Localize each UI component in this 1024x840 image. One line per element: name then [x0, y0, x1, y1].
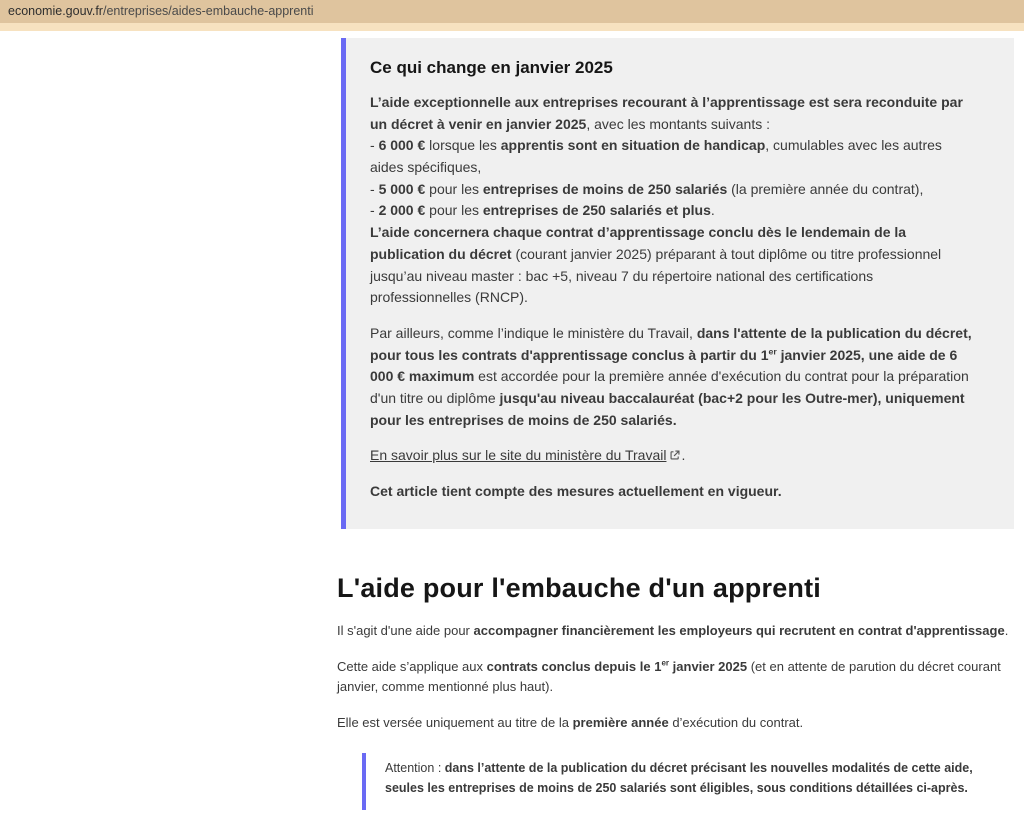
- article-content: [337, 38, 1014, 810]
- article-paragraph-intro: Il s'agit d'une aide pour accompagner financièrement les employeurs qui recrutent en contrat d'apprentissage.: [337, 622, 1009, 638]
- article-paragraph-versement: Elle est versée uniquement au titre de la première année d’exécution du contrat.: [337, 715, 804, 731]
- attention-callout: [362, 753, 1002, 811]
- link-label: En savoir plus sur le site du ministère du Travail: [370, 447, 667, 464]
- url-domain: economie.gouv.fr: [8, 4, 103, 18]
- attention-text: Attention : dans l’attente de la publication du décret précisant les nouvelles modalités de cette aide, seules les entreprises de moins de 250 salariés sont éligibles, sous conditions détaillées ci-après.: [385, 760, 973, 795]
- link-suffix: .: [681, 447, 686, 464]
- page-title: L'aide pour l'embauche d'un apprenti: [337, 572, 822, 603]
- url-path: /entreprises/aides-embauche-apprenti: [102, 4, 314, 18]
- callout-link-line: [370, 445, 978, 467]
- callout-paragraph-ministere: Par ailleurs, comme l’indique le ministère du Travail, dans l'attente de la publication du décret, pour tous les contrats d'apprentissage conclus à partir du 1er janvier 2025, une aide de 6 000 € maximum est accordée pour la première année d'exécution du contrat pour la préparation d'un titre ou diplôme jusqu'au niveau baccalauréat (bac+2 pour les Outre-mer), uniquement pour les entreprises de moins de 250 salariés.: [370, 324, 972, 428]
- external-link-icon: [669, 449, 681, 461]
- callout-title: Ce qui change en janvier 2025: [370, 58, 613, 77]
- ministere-travail-link[interactable]: [370, 447, 681, 463]
- callout-paragraph-amounts: L’aide exceptionnelle aux entreprises recourant à l’apprentissage est sera reconduite par un décret à venir en janvier 2025, avec les montants suivants : - 6 000 € lorsque les apprentis sont en situation de handicap, cumulables avec les autres aides spécifiques, - 5 000 € pour les entreprises de moins de 250 salariés (la première année du contrat), - 2 000 € pour les entreprises de 250 salariés et plus. L’aide concernera chaque contrat d’apprentissage conclu dès le lendemain de la publication du décret (courant janvier 2025) préparant à tout diplôme ou titre professionnel jusqu’au niveau master : bac +5, niveau 7 du répertoire national des certifications professionnelles (RNCP).: [370, 94, 963, 306]
- info-callout: [341, 38, 1014, 529]
- article-paragraph-dates: Cette aide s’applique aux contrats conclus depuis le 1er janvier 2025 (et en attente de parution du décret courant janvier, comme mentionné plus haut).: [337, 658, 1001, 694]
- callout-note: Cet article tient compte des mesures actuellement en vigueur.: [370, 483, 782, 499]
- browser-url-bar[interactable]: [0, 0, 1024, 23]
- urlbar-highlight-strip: [0, 23, 1024, 31]
